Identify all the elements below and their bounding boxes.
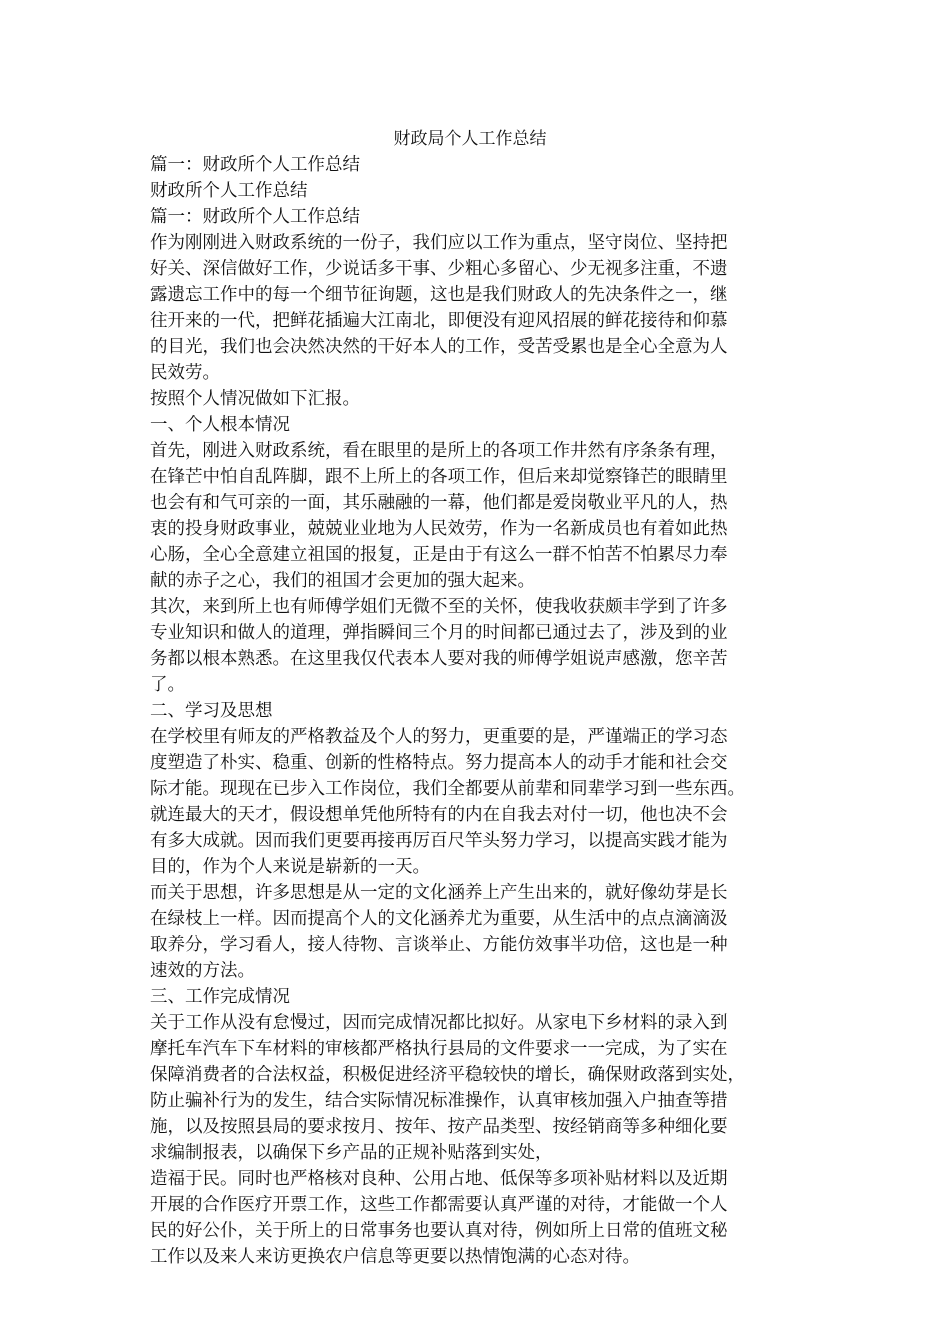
text-line: 在锋芒中怕自乱阵脚，跟不上所上的各项工作，但后来却觉察锋芒的眼睛里	[150, 467, 728, 487]
text-line: 了。	[150, 675, 185, 695]
subtitle-2: 财政所个人工作总结	[150, 181, 308, 201]
section-1-paragraph-1	[150, 438, 790, 594]
text-line: 就连最大的天才，假设想单凭他所特有的内在自我去对付一切，他也决不会	[150, 805, 728, 825]
text-line: 也会有和气可亲的一面，其乐融融的一幕，他们都是爱岗敬业平凡的人，热	[150, 493, 728, 513]
text-line: 目的，作为个人来说是崭新的一天。	[150, 857, 430, 877]
text-line: 的目光，我们也会决然决然的干好本人的工作，受苦受累也是全心全意为人	[150, 337, 728, 357]
text-line: 摩托车汽车下车材料的审核都严格执行县局的文件要求一一完成，为了实在	[150, 1039, 728, 1059]
text-line: 有多大成就。因而我们更要再接再厉百尺竿头努力学习，以提高实践才能为	[150, 831, 728, 851]
intro-paragraph	[150, 230, 790, 386]
document-title: 财政局个人工作总结	[393, 129, 547, 149]
text-line: 速效的方法。	[150, 961, 255, 981]
text-line: 取养分，学习看人，接人待物、言谈举止、方能仿效事半功倍，这也是一种	[150, 935, 728, 955]
text-line: 献的赤子之心，我们的祖国才会更加的强大起来。	[150, 571, 535, 591]
text-line: 务都以根本熟悉。在这里我仅代表本人要对我的师傅学姐说声感激，您辛苦	[150, 649, 728, 669]
text-line: 关于工作从没有怠慢过，因而完成情况都比拟好。从家电下乡材料的录入到	[150, 1013, 728, 1033]
section-2-paragraph-2	[150, 880, 790, 984]
text-line: 在学校里有师友的严格教益及个人的努力，更重要的是，严谨端正的学习态	[150, 727, 728, 747]
text-line: 专业知识和做人的道理，弹指瞬间三个月的时间都已通过去了，涉及到的业	[150, 623, 728, 643]
text-line: 往开来的一代，把鲜花插遍大江南北，即便没有迎风招展的鲜花接待和仰慕	[150, 311, 728, 331]
section-3-heading: 三、工作完成情况	[150, 987, 290, 1007]
text-line: 造福于民。同时也严格核对良种、公用占地、低保等多项补贴材料以及近期	[150, 1169, 728, 1189]
text-line: 工作以及来人来访更换农户信息等更要以热情饱满的心态对待。	[150, 1247, 640, 1267]
text-line: 保障消费者的合法权益，积极促进经济平稳较快的增长，确保财政落到实处，	[150, 1065, 745, 1085]
subtitle-3: 篇一：财政所个人工作总结	[150, 207, 360, 227]
section-1-paragraph-2	[150, 594, 790, 698]
section-1-heading: 一、个人根本情况	[150, 415, 290, 435]
text-line: 而关于思想，许多思想是从一定的文化涵养上产生出来的，就好像幼芽是长	[150, 883, 728, 903]
text-line: 露遗忘工作中的每一个细节征询题，这也是我们财政人的先决条件之一，继	[150, 285, 728, 305]
section-2-heading: 二、学习及思想	[150, 701, 273, 721]
text-line: 心肠，全心全意建立祖国的报复，正是由于有这么一群不怕苦不怕累尽力奉	[150, 545, 728, 565]
text-line: 开展的合作医疗开票工作，这些工作都需要认真严谨的对待，才能做一个人	[150, 1195, 728, 1215]
text-line: 际才能。现现在已步入工作岗位，我们全都要从前辈和同辈学习到一些东西。	[150, 779, 745, 799]
section-3-paragraph-1	[150, 1010, 790, 1166]
report-line: 按照个人情况做如下汇报。	[150, 389, 360, 409]
text-line: 求编制报表，以确保下乡产品的正规补贴落到实处，	[150, 1143, 553, 1163]
subtitle-1: 篇一：财政所个人工作总结	[150, 155, 360, 175]
text-line: 民效劳。	[150, 363, 220, 383]
text-line: 施，以及按照县局的要求按月、按年、按产品类型、按经销商等多种细化要	[150, 1117, 728, 1137]
text-line: 作为刚刚进入财政系统的一份子，我们应以工作为重点，坚守岗位、坚持把	[150, 233, 728, 253]
text-line: 度塑造了朴实、稳重、创新的性格特点。努力提高本人的动手才能和社会交	[150, 753, 728, 773]
text-line: 衷的投身财政事业，兢兢业业地为人民效劳，作为一名新成员也有着如此热	[150, 519, 728, 539]
text-line: 民的好公仆，关于所上的日常事务也要认真对待，例如所上日常的值班文秘	[150, 1221, 728, 1241]
text-line: 首先，刚进入财政系统，看在眼里的是所上的各项工作井然有序条条有理，	[150, 441, 728, 461]
text-line: 其次，来到所上也有师傅学姐们无微不至的关怀，使我收获颇丰学到了许多	[150, 597, 728, 617]
text-line: 好关、深信做好工作，少说话多干事、少粗心多留心、少无视多注重，不遗	[150, 259, 728, 279]
text-line: 在绿枝上一样。因而提高个人的文化涵养尤为重要，从生活中的点点滴滴汲	[150, 909, 728, 929]
section-3-paragraph-2	[150, 1166, 790, 1270]
text-line: 防止骗补行为的发生，结合实际情况标准操作，认真审核加强入户抽查等措	[150, 1091, 728, 1111]
section-2-paragraph-1	[150, 724, 790, 880]
document-page	[150, 126, 790, 1270]
